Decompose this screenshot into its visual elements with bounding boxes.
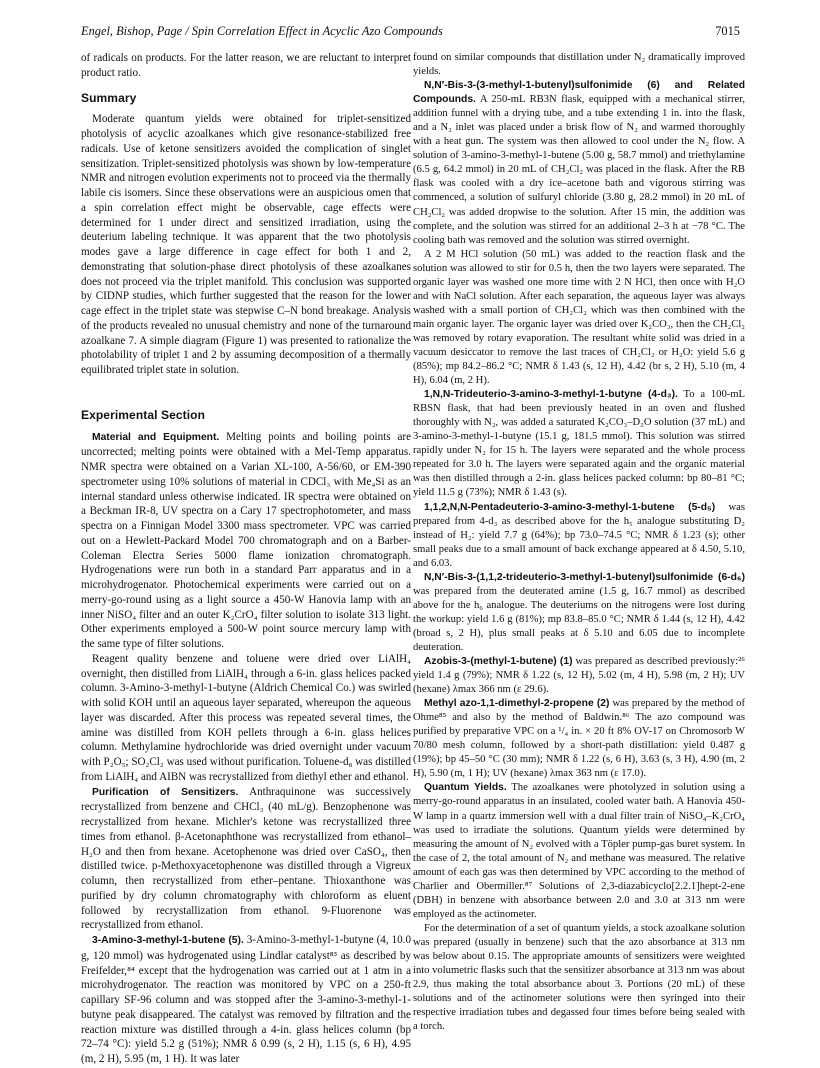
quantum-body: The azoalkanes were photolyzed in solution using a merry-go-round apparatus in an insulated, cooled water bath. A Hanovia 450-W lamp in a quartz immersion well with a dual filter train of NiSO₄–K₂CrO₄ was used to irradiate the solutions. Quantum yields were determined by measuring the amount of N₂ evolved with a Töpler pump-gas buret system. In the case of 2, the total amount of N₂ and methane was measured. The relative amount of each gas was then determined by VPC according to the method of Charlier and Obermiller.⁸⁷ Solutions of 2,3-diazabicyclo[2.2.1]hept-2-ene (DBH) in benzene with absorbance between 2.0 and 3.0 at 313 nm were employed as the actinometer. — [413, 782, 746, 920]
quantum-title: Quantum Yields. — [424, 782, 507, 794]
left-column — [81, 51, 411, 1067]
right-column — [413, 51, 745, 1034]
amino-butene-body: 3-Amino-3-methyl-1-butyne (4, 10.0 g, 120 mmol) was hydrogenated using Lindlar catalyst⁸³ as described by Freifelder,⁸⁴ except that the hydrogenation was carried out at 1 atm in a microhydrogenator. The reaction was monitored by VPC on a 250-ft capillary SF-96 column and was stopped after the 3-amino-3-methyl-1-butyne peak disappeared. The catalyst was removed by filtration and the reaction mixture was distilled through a 4-in. glass helices column (bp 72–74 °C): yield 5.2 g (51%); NMR δ 0.99 (s, 2 H), 1.15 (s, 6 H), 4.95 (m, 2 H), 5.95 (m, 1 H). It was later — [81, 934, 411, 1065]
sensitizers-title: Purification of Sensitizers. — [92, 786, 239, 798]
materials-title: Material and Equipment. — [92, 431, 220, 443]
continuation-paragraph: found on similar compounds that distillation under N₂ dramatically improved yields. — [413, 52, 745, 78]
sensitizers-body: Anthraquinone was successively recrystallized from benzene and CHCl₃ (40 mL/g). Benzophenone was recrystallized from hexane. Michler's ketone was recrystallized three times from ethanol. β-Acetonaphthone was recrystallized from ethanol–H₂O and then from hexane. Acetophenone was dried over CaSO₄, then distilled twice. p-Methoxyacetophenone was distilled through a Vigreux column, then recrystallized from ether–pentane. Thioxanthone was purified by dry column chromatography with chloroform as eluent followed by recrystallization from ethanol. 9-Fluorenone was recrystallized from ethanol. — [81, 785, 411, 932]
sulfonimide-title: N,N′-Bis-3-(3-methyl-1-butenyl)sulfonimide (6) and Related Compounds. — [413, 80, 745, 106]
trideuterio-title: 1,N,N-Trideuterio-3-amino-3-methyl-1-butyne (4-d₃). — [424, 389, 678, 401]
sensitizers-paragraph — [81, 785, 411, 934]
pentadeuterio-body: was prepared from 4-d₃ as described above for the h₅ analogue substituting D₂ instead of H₂: yield 7.7 g (64%); bp 73.0–74.5 °C; NMR δ 1.23 (s); other small peaks due to a small amount of back exchange appeared at δ 4.50, 5.10, and 6.03. — [413, 501, 745, 569]
hcl-paragraph: A 2 M HCl solution (50 mL) was added to the reaction flask and the solution was allowed to stir for 0.5 h, then the two layers were separated. The organic layer was washed one more time with 2 N HCl, then once with H₂O and with NaCl solution. After each separation, the aqueous layer was always washed with a small portion of CH₂Cl₂ which was then combined with the main organic layer. The organic layer was dried over K₂CO₃, then the CH₂Cl₂ was removed by rotary evaporation. The resultant white solid was dried in a vacuum desiccator to remove the last traces of CH₂Cl₂ or H₂O: yield 5.6 g (85%); mp 84.2–86.2 °C; NMR δ 1.43 (s, 12 H), 4.42 (br s, 2 H), 5.10 (m, 4 H), 6.04 (m, 2 H). — [413, 248, 745, 387]
summary-paragraph: Moderate quantum yields were obtained for triplet-sensitized photolysis of acyclic azoalkanes which give resonance-stabilized free radicals. Use of ketone sensitizers avoided the complication of singlet sensitization. Triplet-sensitized photolysis was shown by low-temperature NMR and nitrogen evolution experiments not to proceed via the thermally labile cis isomers. Since these observations were an auspicious omen that a spin correlation effect might be observable, cage effects were determined for 1 under direct and sensitized irradiation, using the deuterium labeling technique. It was apparent that the two photolysis modes gave a large difference in cage effect for both 1 and 2, demonstrating that solution-phase direct photolysis of these azoalkanes does not proceed via the triplet manifold. This conclusion was supported by CIDNP studies, which further suggested that the reason for the lower cage effect in the triplet state was stepwise C–N bond breakage. Analysis of the products revealed no unusual chemistry and none of the turnaround azoalkane 7. A simple diagram (Figure 1) was presented to rationalize the photolability of triplet 1 and 2 by assuming decomposition of a thermally equilibrated triplet state in solution. — [81, 113, 411, 376]
methyl-azo-paragraph — [413, 697, 745, 781]
bis-d6-title: N,N′-Bis-3-(1,1,2-trideuterio-3-methyl-1-butenyl)sulfonimide (6-d₆) — [424, 571, 745, 583]
trideuterio-body: To a 100-mL RBSN flask, that had been previously heated in an oven and flushed thoroughly with N₂, was added a saturated K₂CO₃–D₂O solution (37 mL) and 3-amino-3-methyl-1-butyne (15.1 g, 181.5 mmol). This solution was stirred rapidly under N₂ for 15 h. The layers were separated and the whole process repeated for 3.0 h. The layers were separated again and the organic material was then distilled through a 2-in. glass helices packed column: bp 80–81 °C; yield 11.5 g (73%); NMR δ 1.43 (s). — [413, 389, 745, 499]
summary-heading: Summary — [81, 90, 137, 105]
sulfonimide-body: A 250-mL RB3N flask, equipped with a mechanical stirrer, addition funnel with a drying tube, and a tube extending 1 in. into the flask, and a N₂ inlet was placed under a brisk flow of N₂ and warmed thoroughly with a heat gun. The system was then allowed to cool under the N₂ flow. A solution of 3-amino-3-methyl-1-butene (5.00 g, 58.7 mmol) and triethylamine (6.5 g, 64.2 mmol) in 20 mL of CH₂Cl₂ was placed in the flask. After the RB flask was cooled with a dry ice–acetone bath and vigorous stirring was commenced, a solution of sulfuryl chloride (3.80 g, 28.2 mmol) in 20 mL of CH₂Cl₂ was added dropwise to the solution. After 15 min, the addition was complete, and the solution was stirred for an additional 2–3 h at −78 °C. The cooling bath was removed and the solution was stirred overnight. — [413, 94, 745, 246]
materials-body: Melting points and boiling points are uncorrected; melting points were obtained with a Mel-Temp apparatus. NMR spectra were obtained on a Varian XL-100, A-56/60, or EM-390 spectrometer using 10% solutions of material in CDCl₃ with Me₄Si as an internal standard unless otherwise indicated. IR spectra were obtained on a Beckman IR-8, UV spectra on a Cary 17 spectrophotometer, and mass spectra on a Finnigan Model 3300 mass spectrometer. VPC was carried out on a Hewlett-Packard Model 700 chromatograph and on a Barber-Coleman Electra Series 5000 flame ionization chromatograph. Hydrogenations were run both in a standard Parr apparatus and in a microhydrogenator. Photochemical experiments were carried out on a merry-go-round using as a light source a 450-W Hanovia lamp with an inner NiSO₄ filter and an outer K₂CrO₄ filter solution to isolate 313 light. Other experiments employed a 500-W point source mercury lamp with the same type of filter solutions. — [81, 430, 411, 650]
methyl-azo-title: Methyl azo-1,1-dimethyl-2-propene (2) — [424, 698, 610, 710]
azobis-body: was prepared as described previously:²⁶ yield 1.4 g (79%); NMR δ 1.22 (s, 12 H), 5.02 (m, 4 H), 5.98 (m, 2 H); UV (hexane) λmax 366 nm (ε 29.6). — [413, 656, 745, 696]
reagent-paragraph: Reagent quality benzene and toluene were dried over LiAlH₄ overnight, then distilled from LiAlH₄ through a 6-in. glass helices packed column. 3-Amino-3-methyl-1-butyne (Aldrich Chemical Co.) was swirled with solid KOH until an aqueous layer separated, whereupon the aqueous layer was discarded. After this process was repeated several times, the amine was distilled from KOH pellets through a 6-in. glass helices column. Methylamine hydrochloride was dried overnight under vacuum with P₂O₅; SO₂Cl₂ was used without purification. Toluene-d₈ was distilled from LiAlH₄ and AIBN was recrystallized from diethyl ether and ethanol. — [81, 652, 411, 783]
azobis-paragraph — [413, 655, 745, 697]
bis-d6-body: was prepared from the deuterated amine (1.5 g, 16.7 mmol) as described above for the h₆ analogue. The deuteriums on the nitrogens were lost during the workup: yield 1.6 g (81%); mp 83.8–85.0 °C; NMR δ 1.44 (s, 12 H), 4.42 (broad s, 2 H), plus small peaks at δ 5.10 and 6.05 due to incomplete deuteration. — [413, 585, 745, 653]
bis-d6-paragraph — [413, 571, 745, 655]
quantum-paragraph — [413, 781, 745, 921]
sulfonimide-paragraph — [413, 79, 745, 248]
materials-paragraph — [81, 430, 411, 652]
running-header — [81, 24, 740, 44]
amino-butene-title: 3-Amino-3-methyl-1-butene (5). — [92, 935, 244, 946]
page-number: 7015 — [715, 24, 740, 38]
amino-butene-paragraph — [81, 933, 411, 1067]
trideuterio-paragraph — [413, 388, 745, 500]
running-title: Engel, Bishop, Page / Spin Correlation Effect in Acyclic Azo Compounds — [81, 24, 443, 38]
pentadeuterio-title: 1,1,2,N,N-Pentadeuterio-3-amino-3-methyl-1-butene (5-d₅) — [424, 501, 716, 513]
pentadeuterio-paragraph — [413, 501, 745, 571]
azobis-title: Azobis-3-(methyl-1-butene) (1) — [424, 656, 573, 668]
final-paragraph: For the determination of a set of quantum yields, a stock azoalkane solution was prepared (usually in benzene) such that the azo absorbance at 313 nm was below about 0.15. The appropriate amounts of sensitizers were weighted into volumetric flasks such that the sensitizer absorbance at 313 nm was about 2.9, thus making the total absorbance about 3. Portions (20 mL) of these solutions and of the actinometer solutions were then syringed into their respective irradiation tubes and degassed four times before being sealed with a torch. — [413, 922, 745, 1033]
methyl-azo-body: was prepared by the method of Ohme⁸⁵ and also by the method of Baldwin.⁸⁶ The azo compound was purified by preparative VPC on a ¹/₄ in. × 20 ft 8% OV-17 on Chromosorb W 70/80 mesh column, followed by a short-path distillation: yield 0.487 g (19%); bp 45–50 °C (30 mm); NMR δ 1.22 (s, 6 H), 3.63 (s, 3 H), 4.90 (m, 2 H), 5.90 (m, 1 H); UV (hexane) λmax 363 nm (ε 17.0). — [413, 698, 745, 780]
intro-paragraph: of radicals on products. For the latter reason, we are reluctant to interpret product ratio. — [81, 52, 411, 79]
experimental-heading: Experimental Section — [81, 407, 206, 422]
